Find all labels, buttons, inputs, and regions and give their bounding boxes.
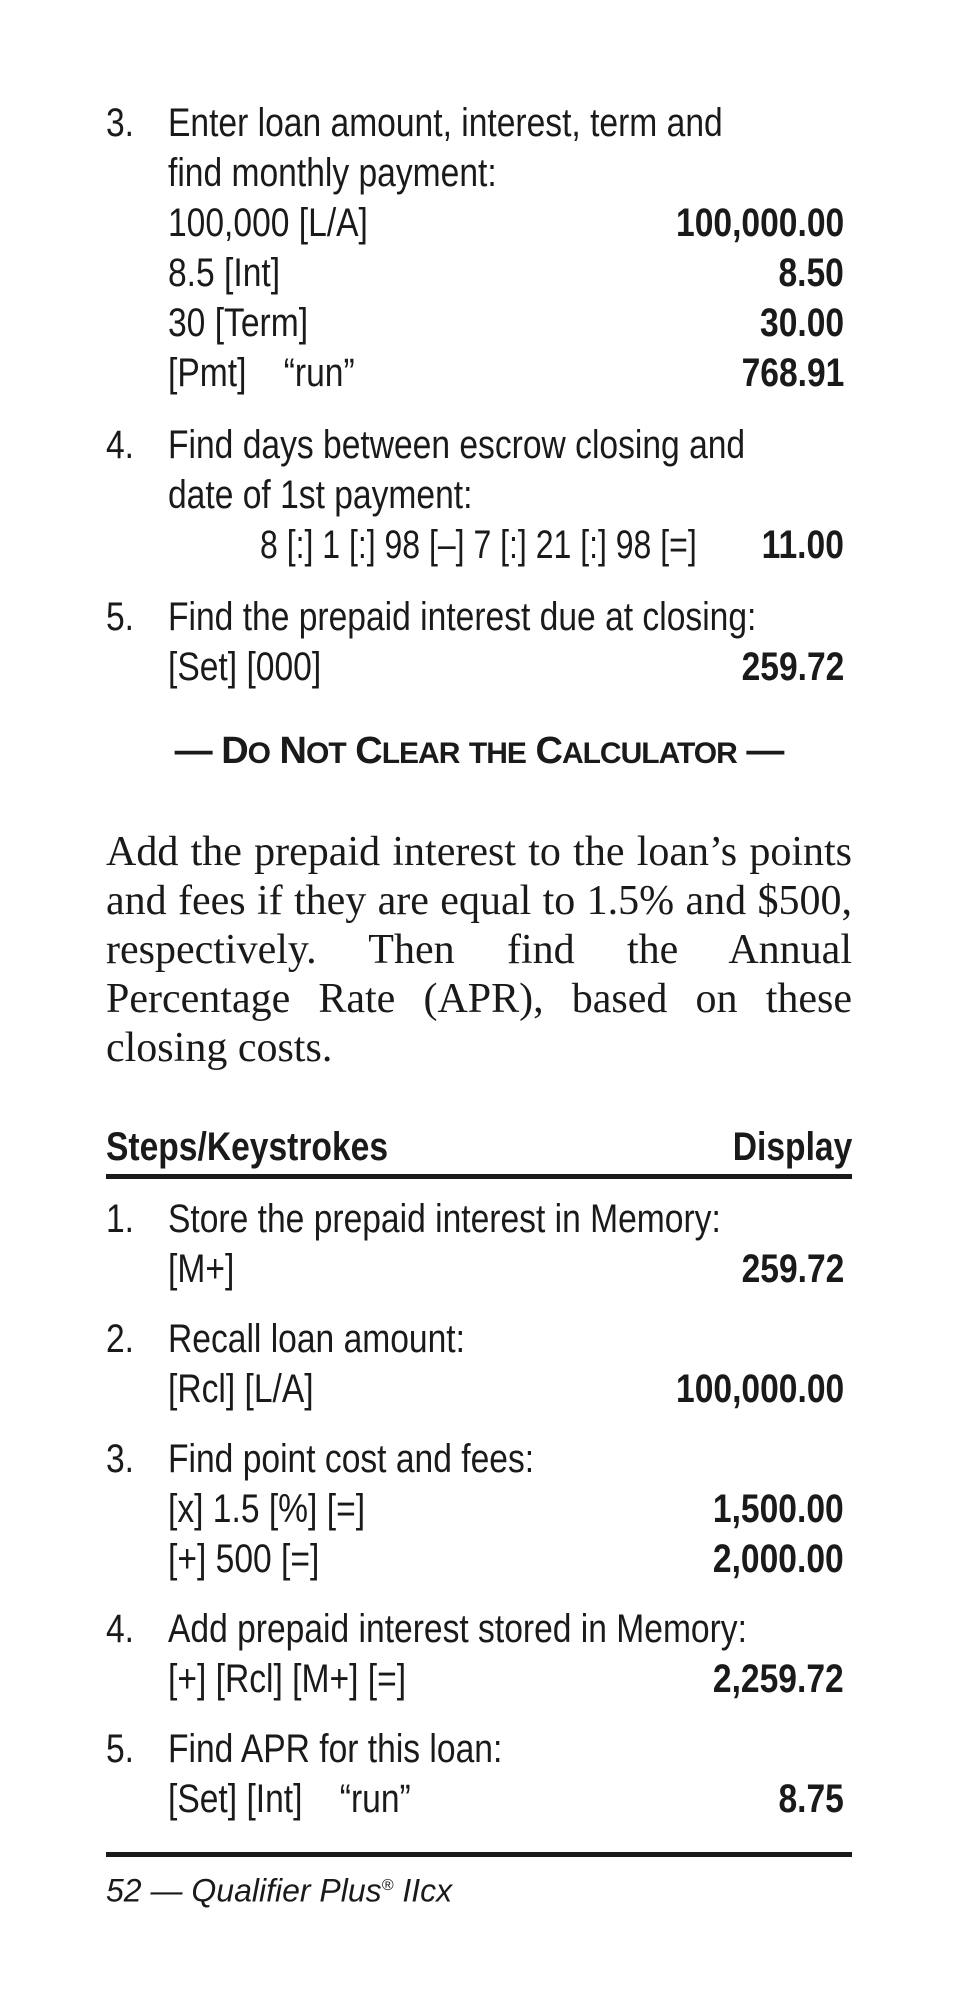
steps-display-header	[106, 1120, 852, 1179]
step-text: Find point cost and fees:	[168, 1437, 535, 1481]
keystroke-row	[168, 248, 852, 298]
keystroke-row	[168, 1654, 852, 1704]
display-value: 100,000.00	[675, 201, 844, 245]
step-3-enter-loan	[106, 98, 852, 398]
heading-small: OT	[306, 737, 346, 770]
display-value: 2,259.72	[713, 1657, 844, 1701]
step-text: Enter loan amount, interest, term and	[168, 101, 723, 145]
step-number: 1.	[106, 1197, 135, 1241]
dash: —	[174, 730, 212, 772]
keystroke-row	[168, 1774, 852, 1824]
step-text: date of 1st payment:	[168, 473, 473, 517]
step-text: Find days between escrow closing and	[168, 423, 746, 467]
keystroke-row	[168, 520, 852, 570]
keystrokes: 100,000 [L/A]	[168, 201, 368, 245]
step-text: Store the prepaid interest in Memory:	[168, 1197, 721, 1241]
instruction-paragraph: Add the prepaid interest to the loan’s points and fees if they are equal to 1.5% and $500, respectively. Then find the Annual Percentage Rate (APR), based on these closing costs.	[106, 829, 852, 1071]
step-number: 2.	[106, 1317, 135, 1361]
heading-small: O	[247, 737, 270, 770]
keystroke-row	[168, 1534, 852, 1584]
page-footer	[106, 1862, 452, 1915]
keystrokes: [M+]	[168, 1247, 235, 1291]
display-value: 100,000.00	[675, 1367, 844, 1411]
step-2-recall-loan	[106, 1314, 852, 1414]
keystrokes: [+] [Rcl] [M+] [=]	[168, 1657, 407, 1701]
heading-cap: C	[535, 730, 562, 772]
heading-cap: C	[355, 730, 382, 772]
registered-mark: ®	[381, 1877, 394, 1894]
display-value: 8.75	[778, 1777, 844, 1821]
keystroke-row	[168, 1364, 852, 1414]
step-text: Find the prepaid interest due at closing:	[168, 595, 757, 639]
step-text: Add prepaid interest stored in Memory:	[168, 1607, 747, 1651]
keystrokes: [Pmt] “run”	[168, 351, 355, 395]
display-value: 1,500.00	[713, 1487, 844, 1531]
manual-page	[106, 0, 852, 2009]
dash: —	[746, 730, 784, 772]
step-1-store-memory	[106, 1194, 852, 1294]
display-value: 8.50	[778, 251, 844, 295]
step-number: 4.	[106, 423, 135, 467]
keystroke-row	[168, 298, 852, 348]
heading-cap: N	[279, 730, 306, 772]
step-5-find-apr	[106, 1724, 852, 1824]
keystroke-row	[168, 642, 852, 692]
step-3-point-cost	[106, 1434, 852, 1584]
footer-rule	[106, 1852, 852, 1857]
step-number: 4.	[106, 1607, 135, 1651]
step-text: find monthly payment:	[168, 151, 497, 195]
heading-small: LEAR	[381, 737, 460, 770]
do-not-clear-heading	[106, 730, 852, 773]
keystrokes: [Set] [000]	[168, 645, 322, 689]
step-4-find-days	[106, 420, 852, 570]
header-display: Display	[732, 1125, 852, 1169]
step-4-add-prepaid	[106, 1604, 852, 1704]
keystroke-row	[168, 1244, 852, 1294]
step-number: 3.	[106, 1437, 135, 1481]
keystrokes: [+] 500 [=]	[168, 1537, 320, 1581]
display-value: 259.72	[741, 1247, 844, 1291]
step-number: 5.	[106, 595, 135, 639]
step-text: Find APR for this loan:	[168, 1727, 503, 1771]
display-value: 768.91	[741, 351, 844, 395]
keystroke-row	[168, 1484, 852, 1534]
footer-model: IIcx	[393, 1872, 453, 1909]
footer-page: 52 — Qualifier Plus	[106, 1872, 382, 1909]
keystrokes: [Rcl] [L/A]	[168, 1367, 314, 1411]
heading-small: THE	[468, 737, 526, 770]
keystroke-row	[168, 198, 852, 248]
keystrokes: 8.5 [Int]	[168, 251, 281, 295]
heading-cap: D	[221, 730, 248, 772]
keystrokes: [x] 1.5 [%] [=]	[168, 1487, 366, 1531]
step-number: 3.	[106, 101, 135, 145]
step-number: 5.	[106, 1727, 135, 1771]
keystrokes: 30 [Term]	[168, 301, 309, 345]
display-value: 2,000.00	[713, 1537, 844, 1581]
heading-small: ALCULATOR	[561, 737, 737, 770]
keystroke-row	[168, 348, 852, 398]
header-steps: Steps/Keystrokes	[106, 1125, 389, 1169]
step-text: Recall loan amount:	[168, 1317, 465, 1361]
display-value: 30.00	[759, 301, 844, 345]
display-value: 259.72	[741, 645, 844, 689]
step-5-prepaid-interest	[106, 592, 852, 692]
display-value: 11.00	[761, 523, 844, 567]
keystrokes: 8 [:] 1 [:] 98 [–] 7 [:] 21 [:] 98 [=]	[260, 523, 697, 567]
keystrokes: [Set] [Int] “run”	[168, 1777, 411, 1821]
